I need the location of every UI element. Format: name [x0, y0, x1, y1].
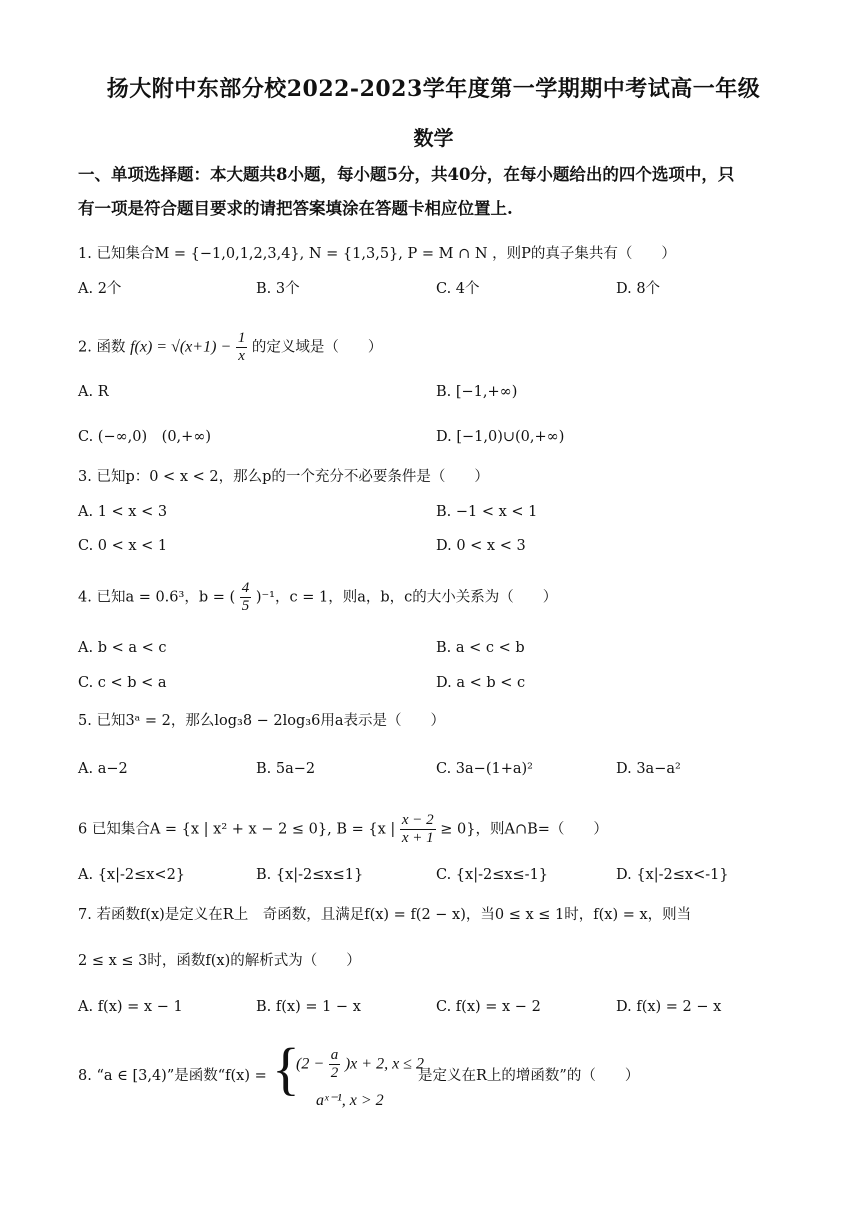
question-2-option-c[interactable]: C. (−∞,0) (0,+∞) [78, 429, 212, 445]
question-4-suffix: )⁻¹，c = 1，则a，b，c的大小关系为（ ） [255, 589, 558, 606]
question-3-option-c[interactable]: C. 0 < x < 1 [78, 538, 168, 554]
question-3-option-a[interactable]: A. 1 < x < 3 [78, 504, 168, 520]
page-title: 扬大附中东部分校2022-2023学年度第一学期期中考试高一年级 [106, 76, 761, 102]
question-6-option-a[interactable]: A. {x|-2≤x<2} [78, 867, 186, 883]
question-4-option-b[interactable]: B. a < c < b [436, 640, 525, 656]
section-heading-line1: 一、单项选择题：本大题共8小题，每小题5分，共40分，在每小题给出的四个选项中，只 [78, 165, 735, 184]
question-2-option-a[interactable]: A. R [78, 384, 109, 400]
question-2-option-b[interactable]: B. [−1,+∞) [436, 384, 518, 400]
question-7-option-a[interactable]: A. f(x) = x − 1 [78, 999, 183, 1015]
question-8-suffix: 是定义在R上的增函数”的（ ） [418, 1068, 640, 1084]
question-6-prefix: 6 已知集合A = {x | x² + x − 2 ≤ 0}, B = {x | [78, 821, 396, 838]
piece-1-suffix: )x + 2, x ≤ 2 [344, 1055, 424, 1073]
piece-1-fraction [329, 1047, 341, 1082]
question-6-stem [78, 812, 608, 847]
fraction-denominator: x [238, 348, 245, 364]
question-3-stem: 3. 已知p：0 < x < 2，那么p的一个充分不必要条件是（ ） [78, 469, 489, 485]
fraction-denominator: 5 [241, 598, 250, 614]
question-6-option-d[interactable]: D. {x|-2≤x<-1} [616, 867, 729, 883]
question-3-option-d[interactable]: D. 0 < x < 3 [436, 538, 526, 554]
question-8-piece-2: aˣ⁻¹, x > 2 [316, 1092, 384, 1109]
question-4-option-a[interactable]: A. b < a < c [78, 640, 167, 656]
question-5-option-d[interactable]: D. 3a−a² [616, 761, 681, 777]
question-6-option-b[interactable]: B. {x|-2≤x≤1} [256, 867, 364, 883]
question-7-stem-line2: 2 ≤ x ≤ 3时，函数f(x)的解析式为（ ） [78, 953, 361, 969]
question-4-option-c[interactable]: C. c < b < a [78, 675, 167, 691]
section-heading-line2: 有一项是符合题目要求的请把答案填涂在答题卡相应位置上. [78, 199, 513, 218]
question-2-suffix: 的定义域是（ ） [251, 339, 383, 356]
question-7-option-c[interactable]: C. f(x) = x − 2 [436, 999, 541, 1015]
question-1-option-b[interactable]: B. 3个 [256, 281, 300, 297]
question-6-fraction [400, 812, 436, 847]
fraction-numerator: x − 2 [401, 812, 434, 828]
question-1-option-a[interactable]: A. 2个 [78, 281, 122, 297]
question-4-prefix: 4. 已知a = 0.6³，b = ( [78, 589, 236, 606]
question-8-piece-1 [296, 1047, 424, 1082]
question-7-option-d[interactable]: D. f(x) = 2 − x [616, 999, 722, 1015]
subject-heading: 数学 [413, 126, 454, 150]
fraction-numerator: 1 [237, 330, 246, 346]
question-1-stem: 1. 已知集合M = {−1,0,1,2,3,4}, N = {1,3,5}, P = M ∩ N ，则P的真子集共有（ ） [78, 246, 676, 262]
question-8-prefix: 8. “a ∈ [3,4)”是函数“f(x) = [78, 1068, 267, 1084]
question-2-stem [78, 330, 382, 365]
question-6-suffix: ≥ 0}，则A∩B=（ ） [440, 821, 608, 838]
question-1-option-c[interactable]: C. 4个 [436, 281, 480, 297]
question-2-fraction [236, 330, 248, 365]
fraction-denominator: 2 [330, 1065, 339, 1081]
piecewise-brace: { [272, 1036, 300, 1101]
fraction-numerator: 4 [241, 580, 250, 596]
question-5-stem: 5. 已知3ᵃ = 2，那么log₃8 − 2log₃6用a表示是（ ） [78, 713, 445, 729]
fraction-numerator: a [330, 1047, 339, 1063]
question-3-option-b[interactable]: B. −1 < x < 1 [436, 504, 538, 520]
fraction-denominator: x + 1 [401, 830, 434, 846]
question-6-option-c[interactable]: C. {x|-2≤x≤-1} [436, 867, 549, 883]
question-4-fraction [240, 580, 252, 615]
question-2-prefix: 2. 函数 [78, 339, 126, 356]
question-2-function: f(x) = √(x+1) − [130, 338, 232, 356]
piece-1-prefix: (2 − [296, 1055, 325, 1073]
question-1-option-d[interactable]: D. 8个 [616, 281, 661, 297]
question-5-option-a[interactable]: A. a−2 [78, 761, 128, 777]
question-4-stem [78, 580, 557, 615]
question-7-stem-line1: 7. 若函数f(x)是定义在R上 奇函数，且满足f(x) = f(2 − x)，当0 ≤ x ≤ 1时，f(x) = x，则当 [78, 907, 692, 923]
question-5-option-c[interactable]: C. 3a−(1+a)² [436, 761, 533, 777]
question-2-option-d[interactable]: D. [−1,0)∪(0,+∞) [436, 429, 565, 445]
question-7-option-b[interactable]: B. f(x) = 1 − x [256, 999, 361, 1015]
question-5-option-b[interactable]: B. 5a−2 [256, 761, 316, 777]
question-4-option-d[interactable]: D. a < b < c [436, 675, 526, 691]
